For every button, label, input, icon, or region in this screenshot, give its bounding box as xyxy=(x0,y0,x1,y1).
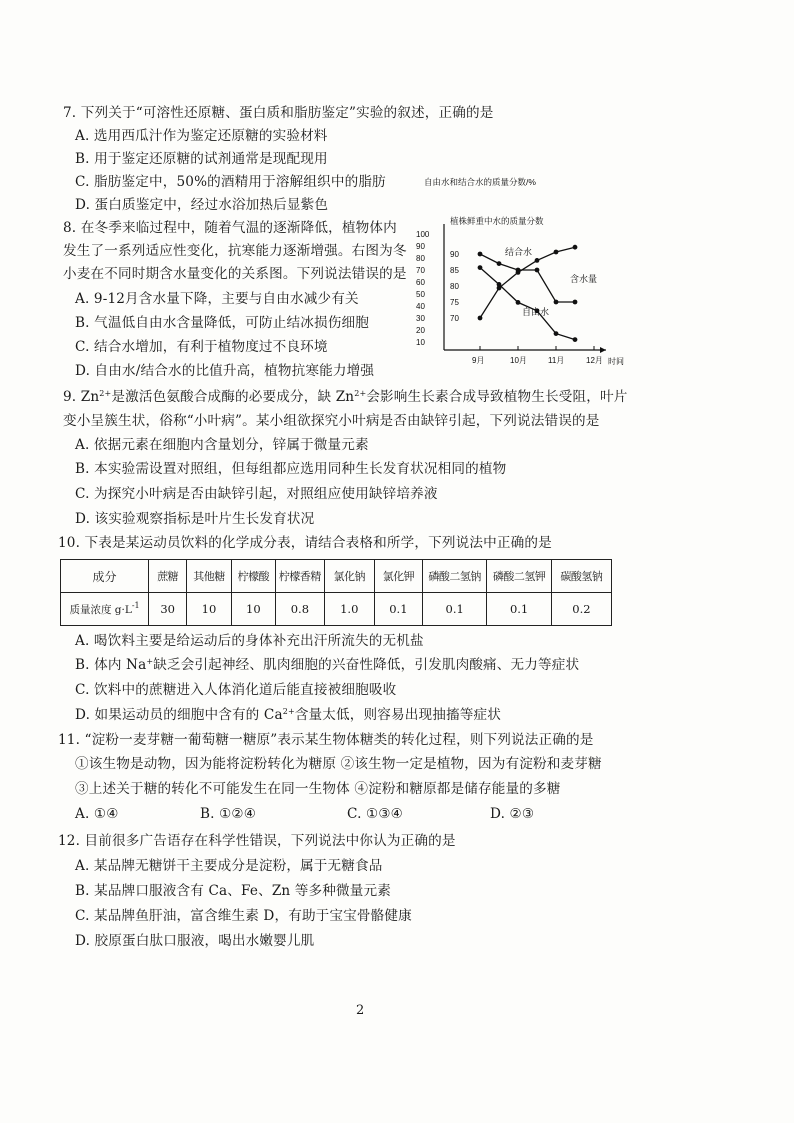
chart-x-tick-label: 10月 xyxy=(510,356,527,365)
chart-data-point xyxy=(573,245,578,250)
table-header-cell: 氯化钠 xyxy=(324,560,374,593)
chart-data-point xyxy=(478,316,483,321)
table-row-concentration xyxy=(61,593,612,626)
q10-option-b-part1: B. 体内 Na xyxy=(75,657,147,673)
chart-series-label: 结合水 xyxy=(505,247,533,257)
q11-option-d: D. ②③ xyxy=(490,806,535,822)
chart-right-tick-label: 75 xyxy=(450,298,459,307)
q7-option-a: A. 选用西瓜汁作为鉴定还原糖的实验材料 xyxy=(75,128,328,144)
q9-option-b: B. 本实验需设置对照组，但每组都应选用同种生长发育状况相同的植物 xyxy=(75,461,507,477)
chart-data-point xyxy=(554,250,559,255)
q10-stem: 10. 下表是某运动员饮料的化学成分表，请结合表格和所学，下列说法中正确的是 xyxy=(58,535,552,551)
q8-option-d: D. 自由水/结合水的比值升高，植物抗寒能力增强 xyxy=(75,363,375,379)
chart-data-point xyxy=(516,300,521,305)
q9-stem-line1 xyxy=(63,388,627,406)
table-header-cell: 碳酸氢钠 xyxy=(551,560,611,593)
q7-stem: 7. 下列关于“可溶性还原糖、蛋白质和脂肪鉴定”实验的叙述，正确的是 xyxy=(63,105,494,121)
table-header-cell: 蔗糖 xyxy=(149,560,187,593)
table-header-cell: 柠檬酸 xyxy=(231,560,275,593)
table-cell: 30 xyxy=(149,593,187,626)
q8-stem-line2: 发生了一系列适应性变化，抗寒能力逐渐增强。右图为冬 xyxy=(63,243,407,259)
chart-left-tick-label: 10 xyxy=(416,338,425,347)
chart-inner-title: 植株鲜重中水的质量分数 xyxy=(450,216,544,226)
chart-right-tick-label: 80 xyxy=(450,282,459,291)
chart-title: 自由水和结合水的质量分数/% xyxy=(424,177,536,187)
water-content-chart xyxy=(410,168,624,368)
q9-sup-2: 2+ xyxy=(354,389,367,398)
chart-data-point xyxy=(573,300,578,305)
q9-option-c: C. 为探究小叶病是否由缺锌引起，对照组应使用缺锌培养液 xyxy=(75,486,438,502)
q9-stem-part-a: 是激活色氨酸合成酶的必要成分，缺 Zn xyxy=(111,389,355,405)
q10-option-d-part2: 含量太低，则容易出现抽搐等症状 xyxy=(294,707,501,723)
chart-x-axis-label: 时间 xyxy=(608,357,624,366)
table-cell: 0.8 xyxy=(276,593,325,626)
q11-statement-line1: ①该生物是动物，因为能将淀粉转化为糖原 ②该生物一定是植物，因为有淀粉和麦芽糖 xyxy=(75,756,602,772)
chart-data-point xyxy=(478,265,483,270)
drink-composition-table xyxy=(60,559,612,626)
table-header-cell: 柠檬香精 xyxy=(276,560,325,593)
table-cell: 0.1 xyxy=(422,593,486,626)
q11-option-a: A. ①④ xyxy=(75,806,119,822)
q12-option-c: C. 某品牌鱼肝油，富含维生素 D，有助于宝宝骨骼健康 xyxy=(75,908,412,924)
chart-data-point xyxy=(516,268,521,273)
table-header-cell: 磷酸二氢钠 xyxy=(422,560,486,593)
q12-option-a: A. 某品牌无糖饼干主要成分是淀粉，属于无糖食品 xyxy=(75,858,383,874)
chart-data-point xyxy=(573,337,578,342)
q9-option-a: A. 依据元素在细胞内含量划分，锌属于微量元素 xyxy=(75,437,369,453)
q11-option-b: B. ①②④ xyxy=(200,806,257,822)
chart-left-tick-label: 20 xyxy=(416,326,425,335)
chart-left-tick-label: 30 xyxy=(416,314,425,323)
chart-left-tick-label: 100 xyxy=(416,230,430,239)
q9-num: 9. Zn xyxy=(63,389,100,405)
q9-stem-line2: 变小呈簇生状，俗称“小叶病”。某小组欲探究小叶病是否由缺锌引起，下列说法错误的是 xyxy=(63,413,600,429)
q8-stem-line1: 8. 在冬季来临过程中，随着气温的逐渐降低，植物体内 xyxy=(63,220,397,236)
chart-data-point xyxy=(535,268,540,273)
chart-right-tick-label: 85 xyxy=(450,266,459,275)
table-cell: 0.1 xyxy=(374,593,422,626)
table-cell: 10 xyxy=(231,593,275,626)
q7-option-d: D. 蛋白质鉴定中，经过水浴加热后显紫色 xyxy=(75,197,329,213)
table-row-label-concentration xyxy=(61,593,149,626)
q8-option-a: A. 9-12月含水量下降，主要与自由水减少有关 xyxy=(75,291,359,307)
chart-left-tick-label: 50 xyxy=(416,290,425,299)
chart-data-point xyxy=(497,261,502,266)
chart-left-tick-label: 70 xyxy=(416,266,425,275)
table-header-cell: 其他糖 xyxy=(187,560,231,593)
q10-option-b-part2: 缺乏会引起神经、肌肉细胞的兴奋性降低，引发肌肉酸痛、无力等症状 xyxy=(153,657,580,673)
chart-x-axis-arrow xyxy=(600,347,606,353)
chart-left-tick-label: 60 xyxy=(416,278,425,287)
q7-option-b: B. 用于鉴定还原糖的试剂通常是现配现用 xyxy=(75,151,328,167)
chart-data-point xyxy=(497,282,502,287)
q12-option-d: D. 胶原蛋白肽口服液，喝出水嫩婴儿肌 xyxy=(75,933,315,949)
q10-option-d-part1: D. 如果运动员的细胞中含有的 Ca xyxy=(75,707,283,723)
chart-x-tick-label: 12月 xyxy=(586,356,603,365)
q10-option-a: A. 喝饮料主要是给运动后的身体补充出汗所流失的无机盐 xyxy=(75,633,424,649)
table-header-cell: 磷酸二氢钾 xyxy=(487,560,551,593)
q9-stem-part-b: 会影响生长素合成导致植物生长受阻，叶片 xyxy=(366,389,628,405)
page-number: 2 xyxy=(356,1003,365,1018)
q11-statement-line2: ③上述关于糖的转化不可能发生在同一生物体 ④淀粉和糖原都是储存能量的多糖 xyxy=(75,781,561,797)
chart-left-tick-label: 90 xyxy=(416,242,425,251)
chart-data-point xyxy=(535,258,540,263)
table-header-cell: 氯化钾 xyxy=(374,560,422,593)
q12-stem: 12. 目前很多广告语存在科学性错误，下列说法中你认为正确的是 xyxy=(58,833,456,849)
table-row-label-text: 质量浓度 g·L xyxy=(69,603,132,616)
chart-left-tick-label: 40 xyxy=(416,302,425,311)
q11-stem: 11. “淀粉一麦芽糖一葡萄糖一糖原”表示某生物体糖类的转化过程，则下列说法正确的是 xyxy=(58,732,594,748)
q10-option-c: C. 饮料中的蔗糖进入人体消化道后能直接被细胞吸收 xyxy=(75,682,397,698)
chart-data-point xyxy=(554,300,559,305)
chart-series-label: 自由水 xyxy=(522,307,550,317)
q11-option-c: C. ①③④ xyxy=(347,806,404,822)
chart-right-tick-label: 90 xyxy=(450,250,459,259)
table-header-component: 成分 xyxy=(61,560,149,593)
table-cell: 1.0 xyxy=(324,593,374,626)
chart-series-label: 含水量 xyxy=(570,274,598,284)
table-cell: 0.1 xyxy=(487,593,551,626)
table-cell: 0.2 xyxy=(551,593,611,626)
q10-option-d xyxy=(75,706,501,724)
q10-option-d-sup: 2+ xyxy=(282,707,295,716)
table-row-components xyxy=(61,560,612,593)
q10-option-b-sup: + xyxy=(146,657,154,666)
q8-stem-line3: 小麦在不同时期含水量变化的关系图。下列说法错误的是 xyxy=(63,266,407,282)
chart-data-point xyxy=(554,331,559,336)
chart-series-line xyxy=(480,268,575,340)
chart-x-tick-label: 9月 xyxy=(472,356,485,365)
chart-right-tick-label: 70 xyxy=(450,314,459,323)
q10-option-b xyxy=(75,656,579,674)
chart-data-point xyxy=(478,252,483,257)
table-row-label-sup: -1 xyxy=(131,600,140,610)
q7-option-c: C. 脂肪鉴定中，50%的酒精用于溶解组织中的脂肪 xyxy=(75,174,386,190)
q12-option-b: B. 某品牌口服液含有 Ca、Fe、Zn 等多种微量元素 xyxy=(75,883,392,899)
q9-sup: 2+ xyxy=(99,389,112,398)
q8-option-c: C. 结合水增加，有利于植物度过不良环境 xyxy=(75,339,328,355)
chart-left-tick-label: 80 xyxy=(416,254,425,263)
q8-option-b: B. 气温低自由水含量降低，可防止结冰损伤细胞 xyxy=(75,315,369,331)
table-cell: 10 xyxy=(187,593,231,626)
q9-option-d: D. 该实验观察指标是叶片生长发育状况 xyxy=(75,511,315,527)
chart-x-tick-label: 11月 xyxy=(548,356,565,365)
